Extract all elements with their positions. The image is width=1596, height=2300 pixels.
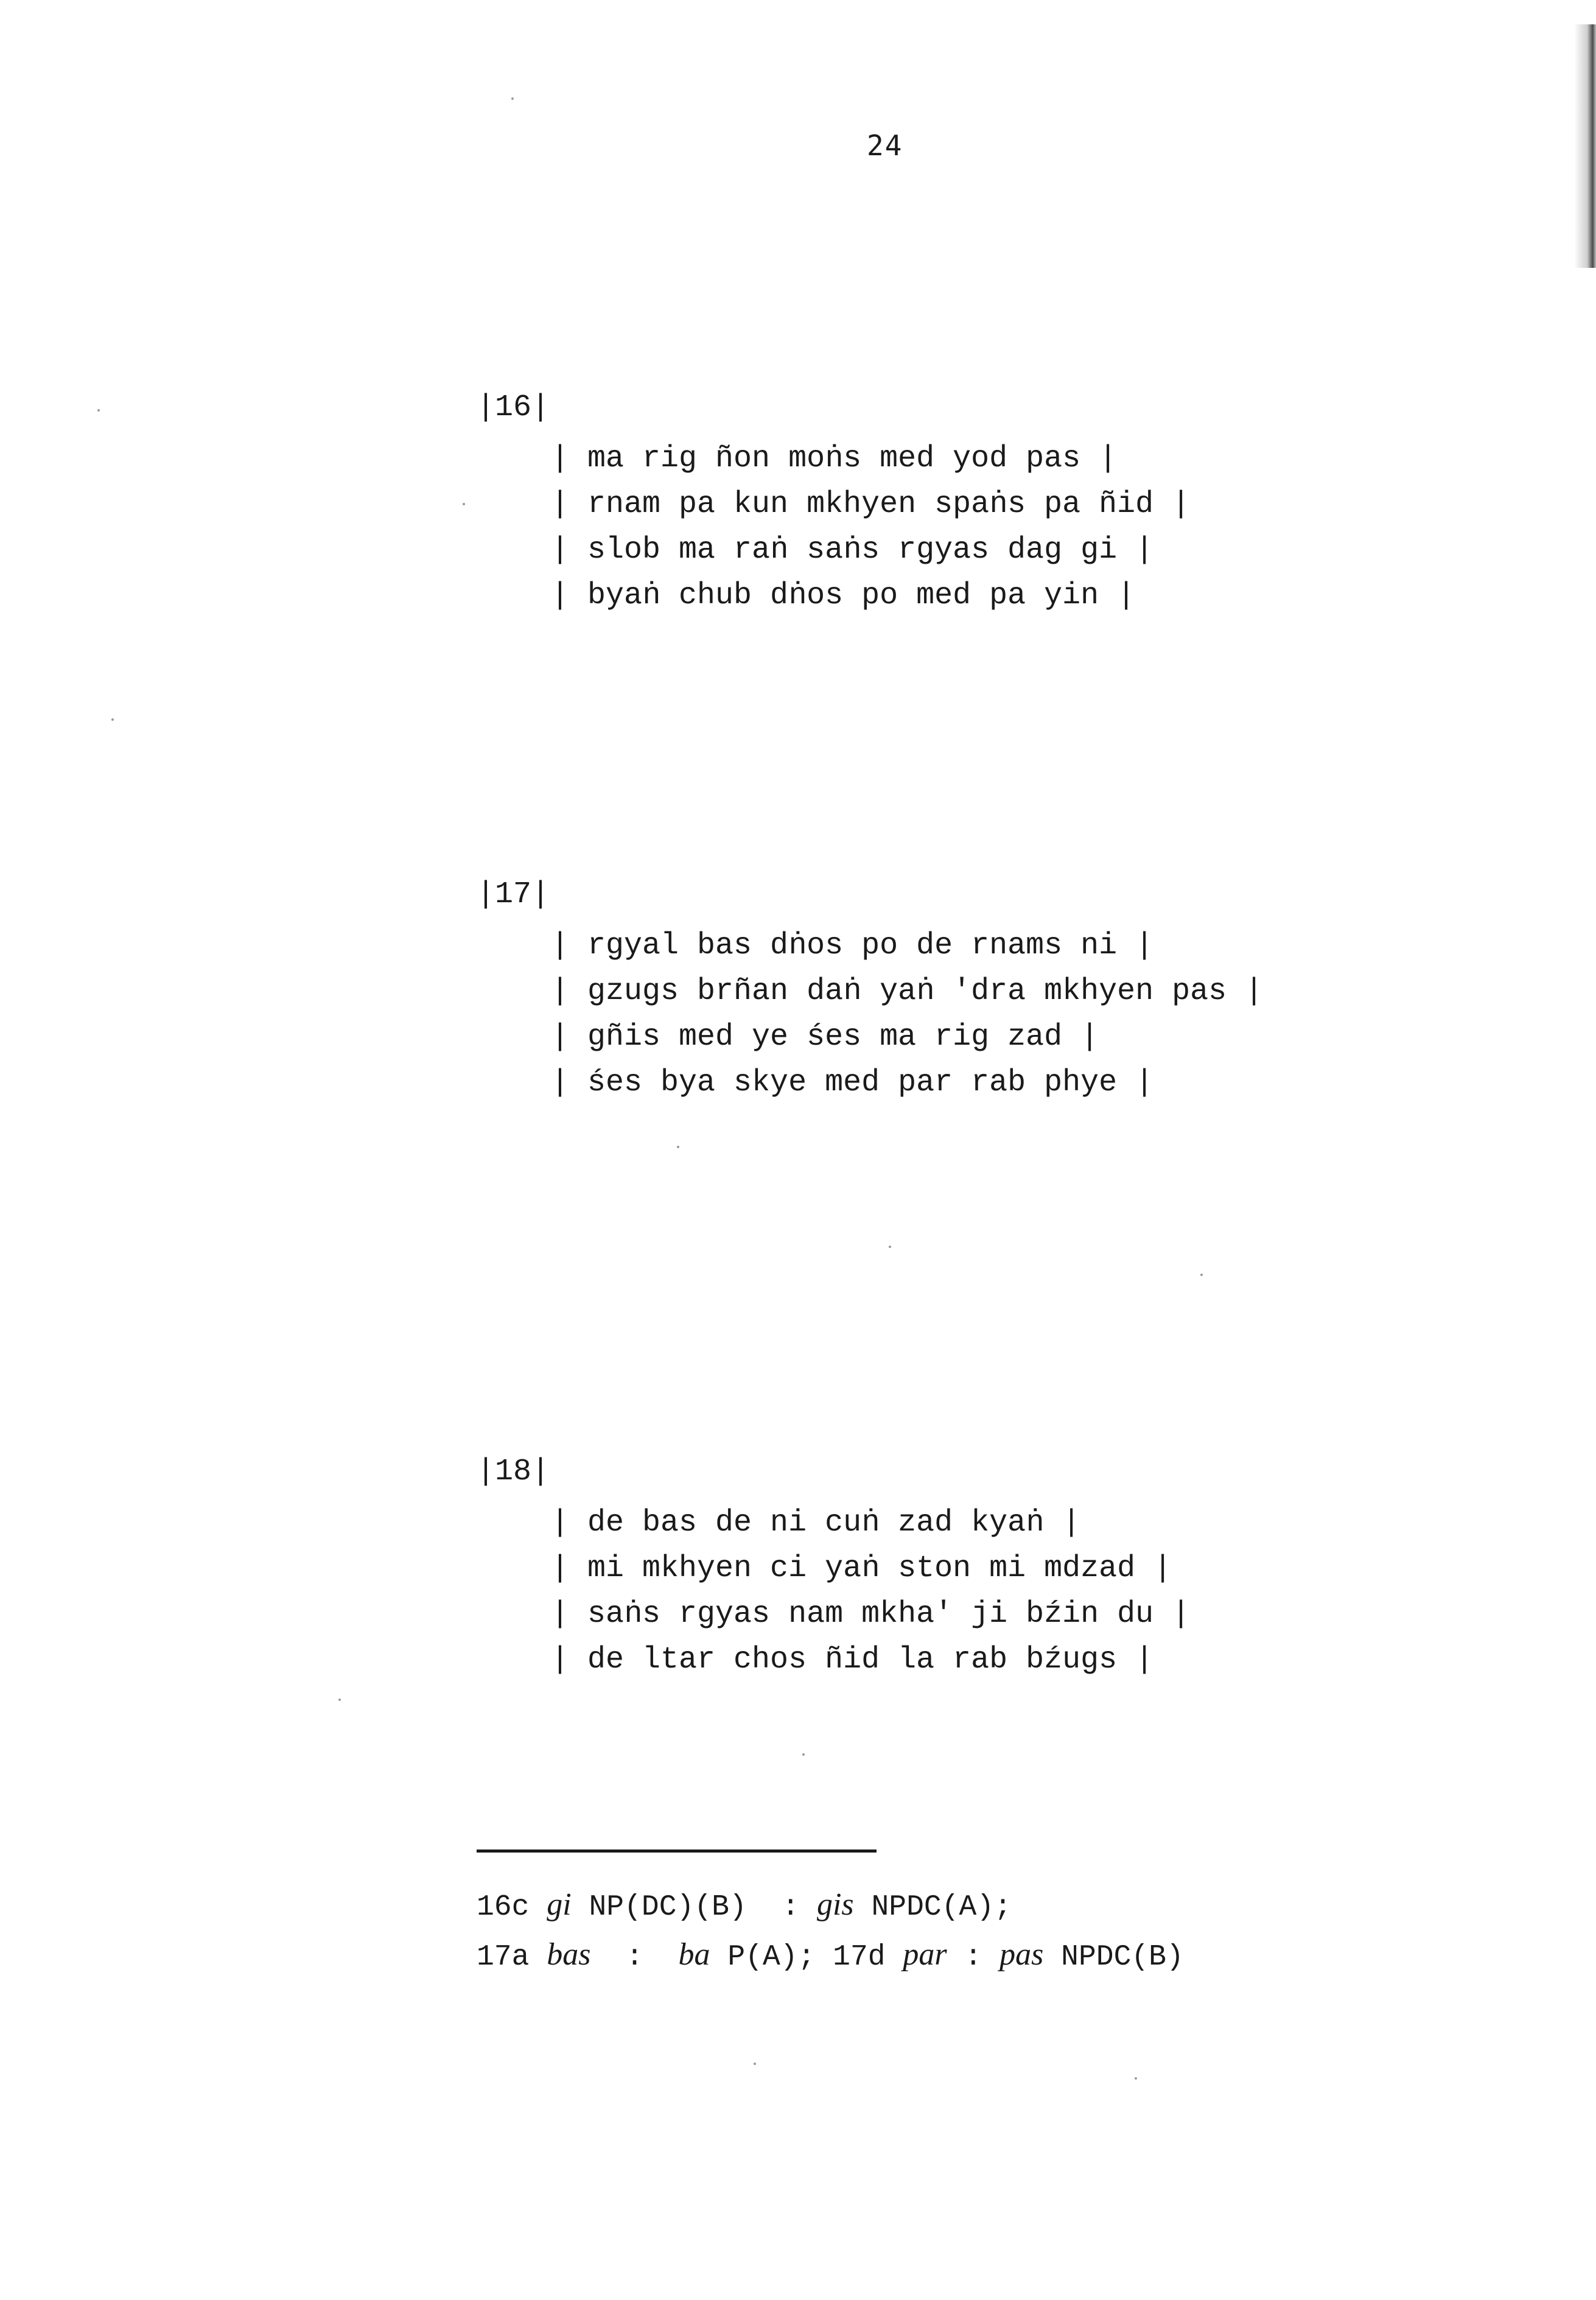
- scan-speck: [1200, 1274, 1203, 1276]
- footnote-separator-colon: :: [782, 1891, 800, 1924]
- verse-line: | mi mkhyen ci yaṅ ston mi mdzad |: [551, 1551, 1172, 1586]
- verse-line: | rnam pa kun mkhyen spaṅs pa ñid |: [551, 487, 1191, 522]
- footnote-reading: pas: [999, 1937, 1044, 1972]
- scan-speck: [677, 1146, 679, 1148]
- scan-speck: [463, 503, 465, 505]
- scan-speck: [111, 718, 114, 721]
- footnotes: [477, 1881, 1184, 1981]
- footnote-ref: 17a: [477, 1941, 530, 1974]
- footnote-separator: [477, 1849, 877, 1853]
- verse-line: | śes bya skye med par rab phye |: [551, 1065, 1154, 1100]
- scan-speck: [802, 1753, 805, 1756]
- verse-17: [477, 877, 1263, 1106]
- scan-speck: [338, 1699, 341, 1701]
- footnote-separator-colon: :: [626, 1941, 643, 1974]
- footnote-ref: 17d: [833, 1941, 886, 1974]
- verse-line: | rgyal bas dṅos po de rnams ni |: [551, 928, 1154, 963]
- footnote-reading: ba: [678, 1937, 710, 1972]
- scan-edge-artifact: [1574, 24, 1596, 268]
- verse-number: |18|: [477, 1454, 550, 1489]
- verse-16: [477, 390, 1190, 619]
- page-number: 24: [867, 129, 903, 162]
- verse-lines: [551, 436, 1190, 619]
- verse-line: | byaṅ chub dṅos po med pa yin |: [551, 578, 1136, 613]
- scan-speck: [754, 2063, 756, 2065]
- verse-18: [477, 1454, 1190, 1683]
- verse-number: |17|: [477, 877, 550, 912]
- scan-speck: [889, 1246, 891, 1248]
- footnote-line: [477, 1931, 1184, 1981]
- scan-speck: [1135, 2077, 1137, 2080]
- footnote-sources: NPDC(A);: [871, 1891, 1012, 1924]
- verse-line: | gzugs brñan daṅ yaṅ 'dra mkhyen pas |: [551, 974, 1264, 1009]
- verse-line: | de ltar chos ñid la rab bźugs |: [551, 1643, 1154, 1677]
- verse-line: | slob ma raṅ saṅs rgyas dag gi |: [551, 533, 1154, 567]
- footnote-reading: par: [903, 1937, 947, 1972]
- verse-lines: [551, 1500, 1190, 1683]
- footnote-reading: gis: [816, 1887, 854, 1922]
- verse-number: |16|: [477, 390, 550, 425]
- verse-line: | ma rig ñon moṅs med yod pas |: [551, 441, 1118, 476]
- verse-lines: [551, 923, 1263, 1106]
- footnote-reading: gi: [547, 1887, 572, 1922]
- footnote-sources: NP(DC)(B): [589, 1891, 747, 1924]
- verse-line: | saṅs rgyas nam mkha' ji bźin du |: [551, 1597, 1191, 1632]
- footnote-separator-colon: :: [964, 1941, 982, 1974]
- footnote-sources: P(A);: [727, 1941, 816, 1974]
- footnote-ref: 16c: [477, 1891, 530, 1924]
- footnote-line: [477, 1881, 1184, 1931]
- verse-line: | gñis med ye śes ma rig zad |: [551, 1020, 1099, 1054]
- scan-speck: [511, 97, 514, 100]
- footnote-sources: NPDC(B): [1061, 1941, 1184, 1974]
- verse-line: | de bas de ni cuṅ zad kyaṅ |: [551, 1506, 1081, 1540]
- footnote-reading: bas: [547, 1937, 591, 1972]
- scan-speck: [97, 409, 100, 412]
